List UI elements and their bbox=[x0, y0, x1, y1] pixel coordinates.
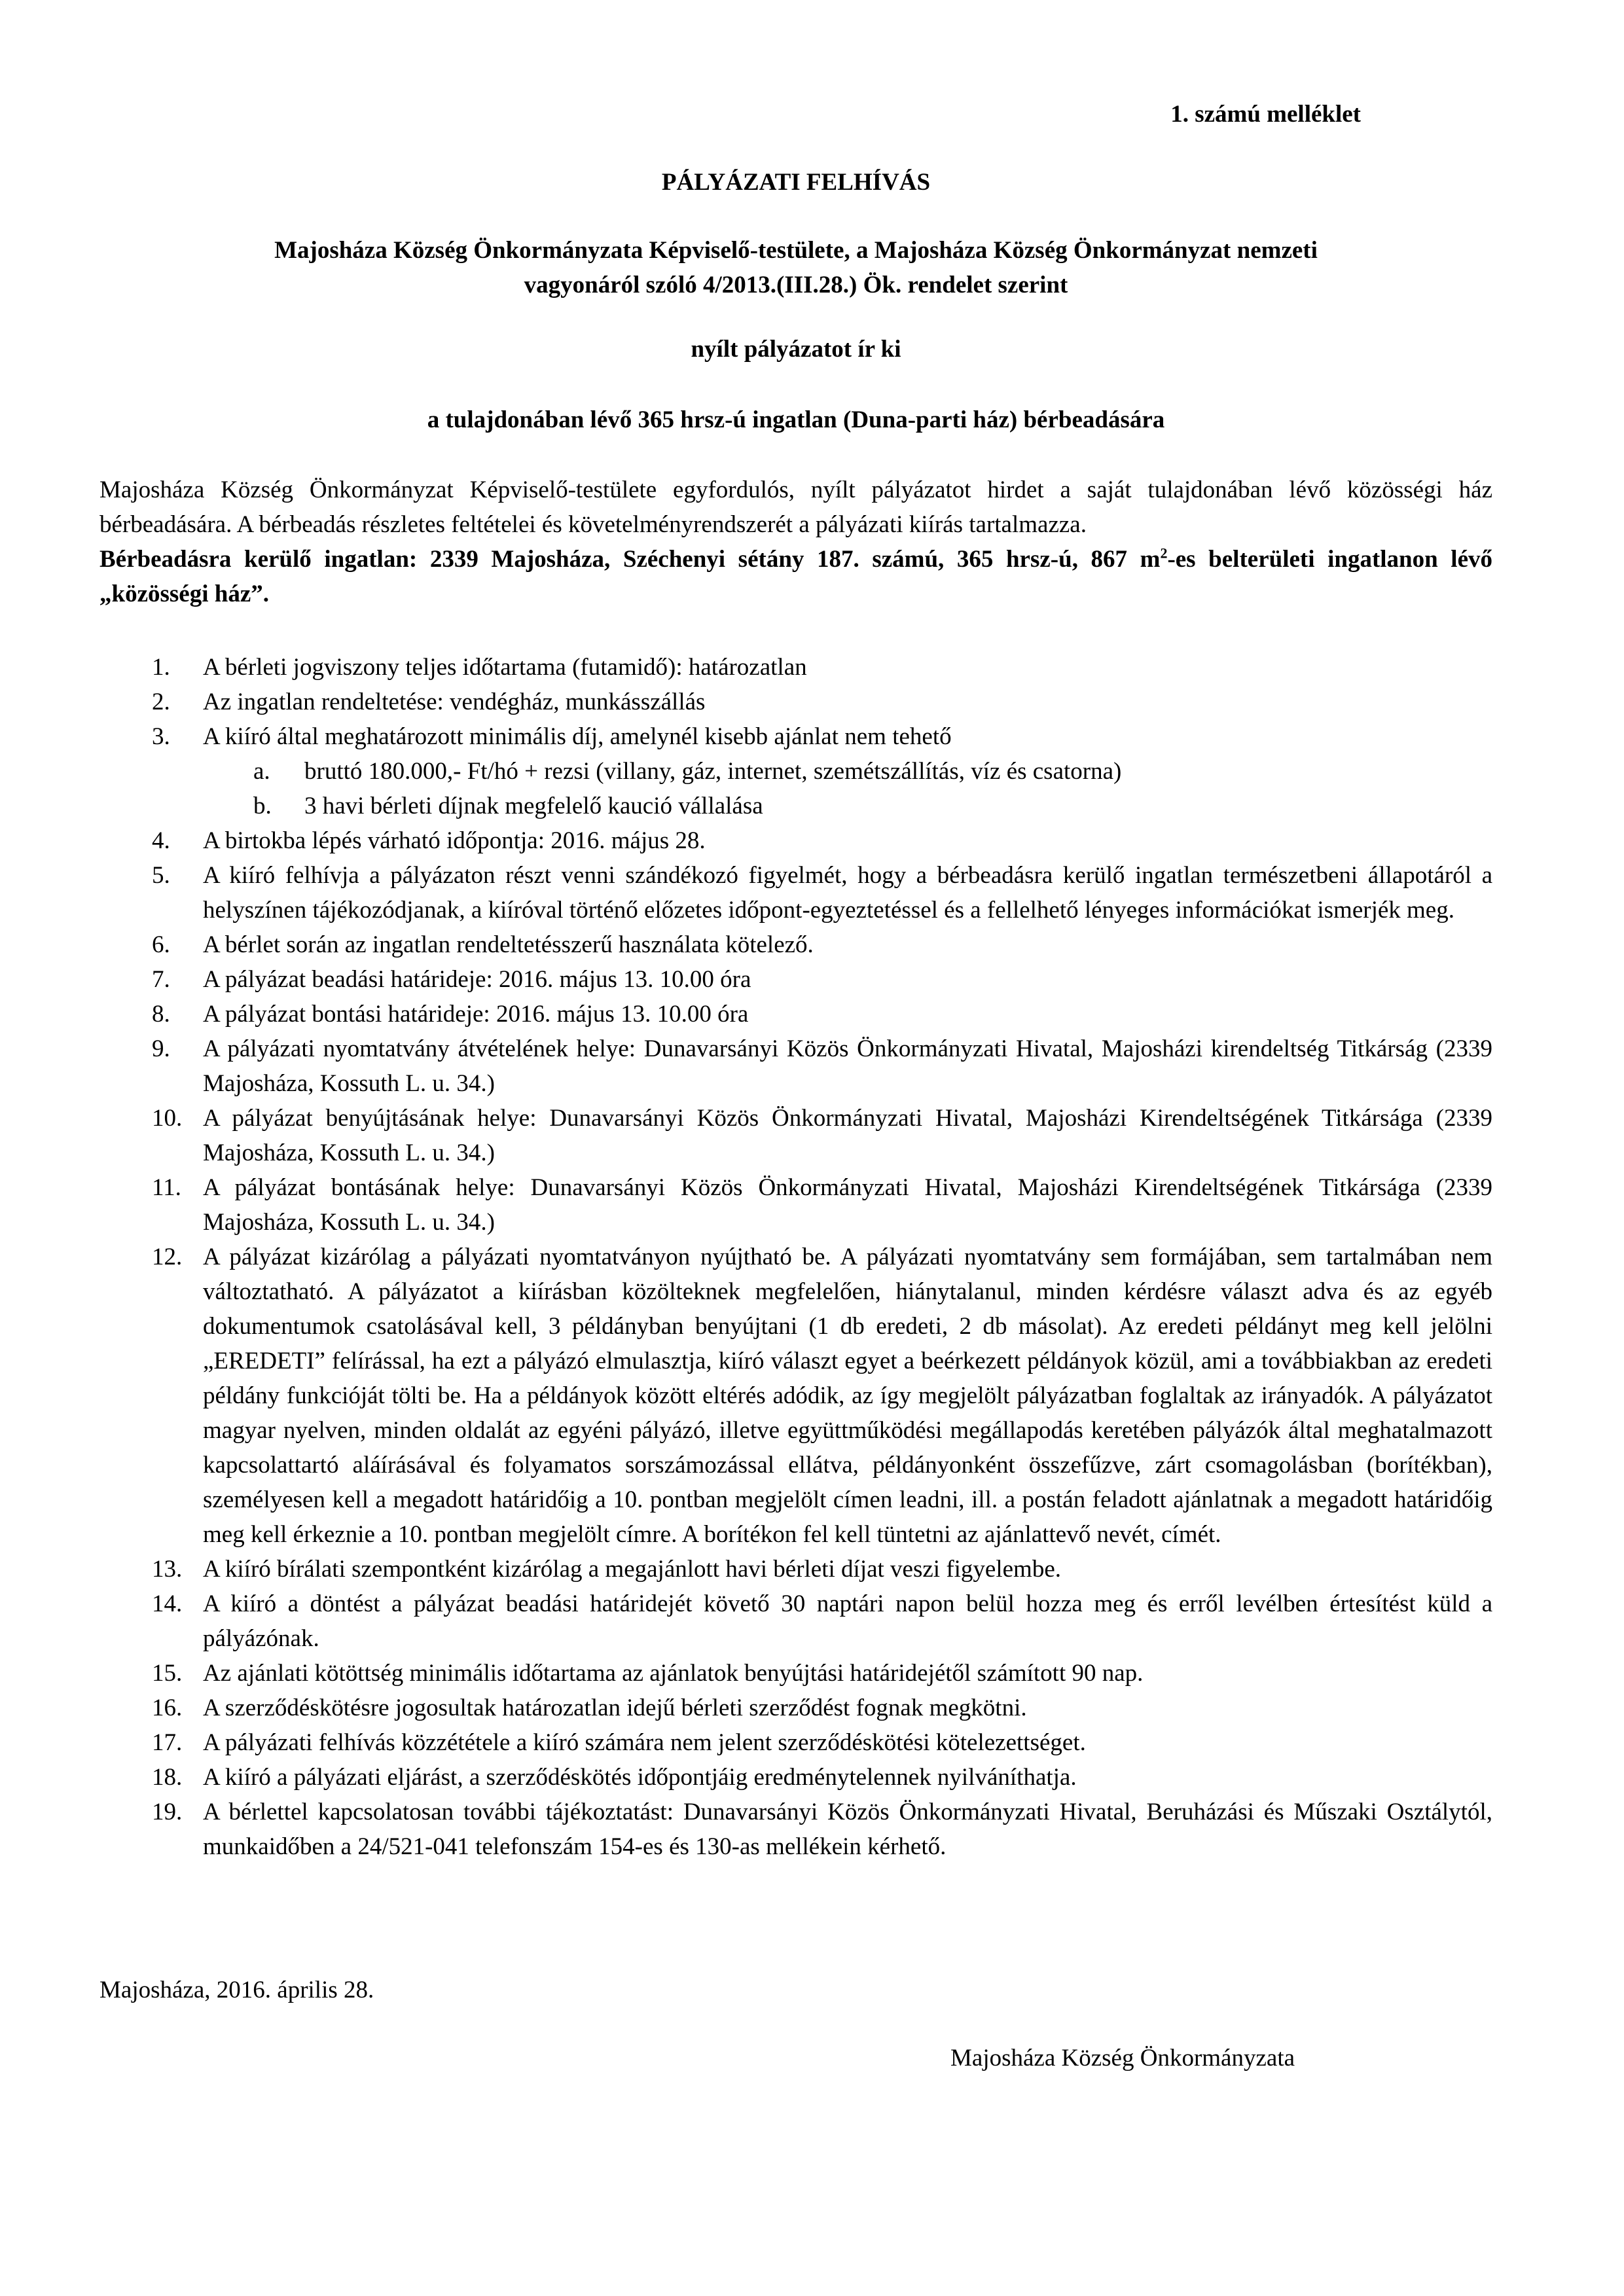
intro-section bbox=[99, 473, 1492, 611]
list-item: 19. A bérlettel kapcsolatosan további tájékoztatást: Dunavarsányi Közös Önkormányzati Hivatal, Beruházási és Műszaki Osztálytól, munkaidőben a 24/521-041 telefonszám 154-es és 130-as mellékein kérhető. bbox=[152, 1799, 1492, 1860]
signature: Majosháza Község Önkormányzata bbox=[950, 2045, 1295, 2072]
place-and-date: Majosháza, 2016. április 28. bbox=[99, 1977, 374, 2003]
list-item: 1. A bérleti jogviszony teljes időtartama (futamidő): határozatlan bbox=[152, 654, 807, 681]
sub-list-item: a. bruttó 180.000,- Ft/hó + rezsi (villany, gáz, internet, szemétszállítás, víz és csatorna) bbox=[253, 758, 1122, 785]
lead-heading bbox=[99, 233, 1492, 302]
lead-line-4: a tulajdonában lévő 365 hrsz-ú ingatlan (Duna-parti ház) bérbeadására bbox=[427, 406, 1165, 433]
intro-paragraph: Majosháza Község Önkormányzat Képviselő-testülete egyfordulós, nyílt pályázatot hirdet a saját tulajdonában lévő közösségi ház bérbeadására. A bérbeadás részletes feltételei és követelményrendszerét a pályázati kiírás tartalmazza. bbox=[99, 476, 1492, 538]
list-item: 6. A bérlet során az ingatlan rendeltetésszerű használata kötelező. bbox=[152, 931, 814, 958]
list-item: 3. A kiíró által meghatározott minimális díj, amelynél kisebb ajánlat nem tehető bbox=[152, 723, 952, 750]
list-item: 9. A pályázati nyomtatvány átvételének helye: Dunavarsányi Közös Önkormányzati Hivatal, Majosházi kirendeltség Titkárság (2339 Majosháza, Kossuth L. u. 34.) bbox=[152, 1035, 1492, 1097]
list-item: 14. A kiíró a döntést a pályázat beadási határidejét követő 30 naptári napon belül hozza meg és erről levélben értesítést küld a pályázónak. bbox=[152, 1590, 1492, 1652]
document-title: PÁLYÁZATI FELHÍVÁS bbox=[661, 169, 931, 196]
list-item: 12. A pályázat kizárólag a pályázati nyomtatványon nyújtható be. A pályázati nyomtatvány sem formájában, sem tartalmában nem változtatható. A pályázatot a kiírásban közölteknek megfelelően, hiánytalanul, minden kérdésre választ adva és az egyéb dokumentumok csatolásával kell, 3 példányban benyújtani (1 db eredeti, 2 db másolat). Az eredeti példányt meg kell jelölni „EREDETI” felírással, ha ezt a pályázó elmulasztja, kiíró választ egyet a beérkezett példányok közül, ami a továbbiakban az eredeti példány funkcióját tölti be. Ha a példányok között eltérés adódik, az így megjelölt pályázatban foglaltak az irányadók. A pályázatot magyar nyelven, minden oldalát az egyéni pályázó, illetve együttműködési megállapodás keretében pályázók által meghatalmazott kapcsolattartó aláírásával és folyamatos sorszámozással ellátva, példányonként összefűzve, zárt csomagolásban (borítékban), személyesen kell a megadott határidőig a 10. pontban megjelölt címen leadni, ill. a postán feladott ajánlatnak a megadott határidőig meg kell érkeznie a 10. pontban megjelölt címre. A borítékon fel kell tüntetni az ajánlattevő nevét, címét. bbox=[152, 1244, 1492, 1548]
list-item: 10. A pályázat benyújtásának helye: Dunavarsányi Közös Önkormányzati Hivatal, Majosházi Kirendeltségének Titkársága (2339 Majosháza, Kossuth L. u. 34.) bbox=[152, 1105, 1492, 1166]
superscript: 2 bbox=[1160, 545, 1168, 562]
sub-list-item: b. 3 havi bérleti díjnak megfelelő kaució vállalása bbox=[253, 793, 763, 819]
lead-line-2: vagyonáról szóló 4/2013.(III.28.) Ök. rendelet szerint bbox=[524, 272, 1068, 298]
property-text-end: -es belterületi ingatlanon lévő „közösségi ház”. bbox=[99, 546, 1492, 607]
property-text: Bérbeadásra kerülő ingatlan: 2339 Majosháza, Széchenyi sétány 187. számú, 365 hrsz-ú, 867 m bbox=[99, 546, 1161, 573]
list-item: 11. A pályázat bontásának helye: Dunavarsányi Közös Önkormányzati Hivatal, Majosházi Kirendeltségének Titkársága (2339 Majosháza, Kossuth L. u. 34.) bbox=[152, 1174, 1492, 1236]
list-item: 13. A kiíró bírálati szempontként kizárólag a megajánlott havi bérleti díjat veszi figyelembe. bbox=[152, 1556, 1062, 1583]
lead-line-1: Majosháza Község Önkormányzata Képviselő-testülete, a Majosháza Község Önkormányzat nemzeti bbox=[274, 237, 1318, 264]
list-item: 15. Az ajánlati kötöttség minimális időtartama az ajánlatok benyújtási határidejétől számított 90 nap. bbox=[152, 1660, 1144, 1687]
list-item: 8. A pályázat bontási határideje: 2016. május 13. 10.00 óra bbox=[152, 1001, 749, 1028]
list-item: 7. A pályázat beadási határideje: 2016. május 13. 10.00 óra bbox=[152, 966, 751, 993]
conditions-list bbox=[99, 650, 1492, 1864]
list-item: 2. Az ingatlan rendeltetése: vendégház, munkásszállás bbox=[152, 689, 706, 715]
property-description bbox=[99, 542, 1492, 611]
list-item: 5. A kiíró felhívja a pályázaton részt venni szándékozó figyelmét, hogy a bérbeadásra kerülő ingatlan természetbeni állapotáról a helyszínen tájékozódjanak, a kiíróval történő előzetes időpont-egyeztetéssel és a fellelhető lényeges információkat ismerjék meg. bbox=[152, 862, 1492, 924]
list-item: 17. A pályázati felhívás közzététele a kiíró számára nem jelent szerződéskötési kötelezettséget. bbox=[152, 1729, 1086, 1756]
list-item: 16. A szerződéskötésre jogosultak határozatlan idejű bérleti szerződést fognak megkötni. bbox=[152, 1695, 1027, 1721]
annex-label: 1. számú melléklet bbox=[1170, 101, 1361, 128]
list-item: 4. A birtokba lépés várható időpontja: 2016. május 28. bbox=[152, 827, 706, 854]
list-item: 18. A kiíró a pályázati eljárást, a szerződéskötés időpontjáig eredménytelennek nyilváníthatja. bbox=[152, 1764, 1077, 1791]
lead-line-3: nyílt pályázatot ír ki bbox=[691, 336, 901, 363]
